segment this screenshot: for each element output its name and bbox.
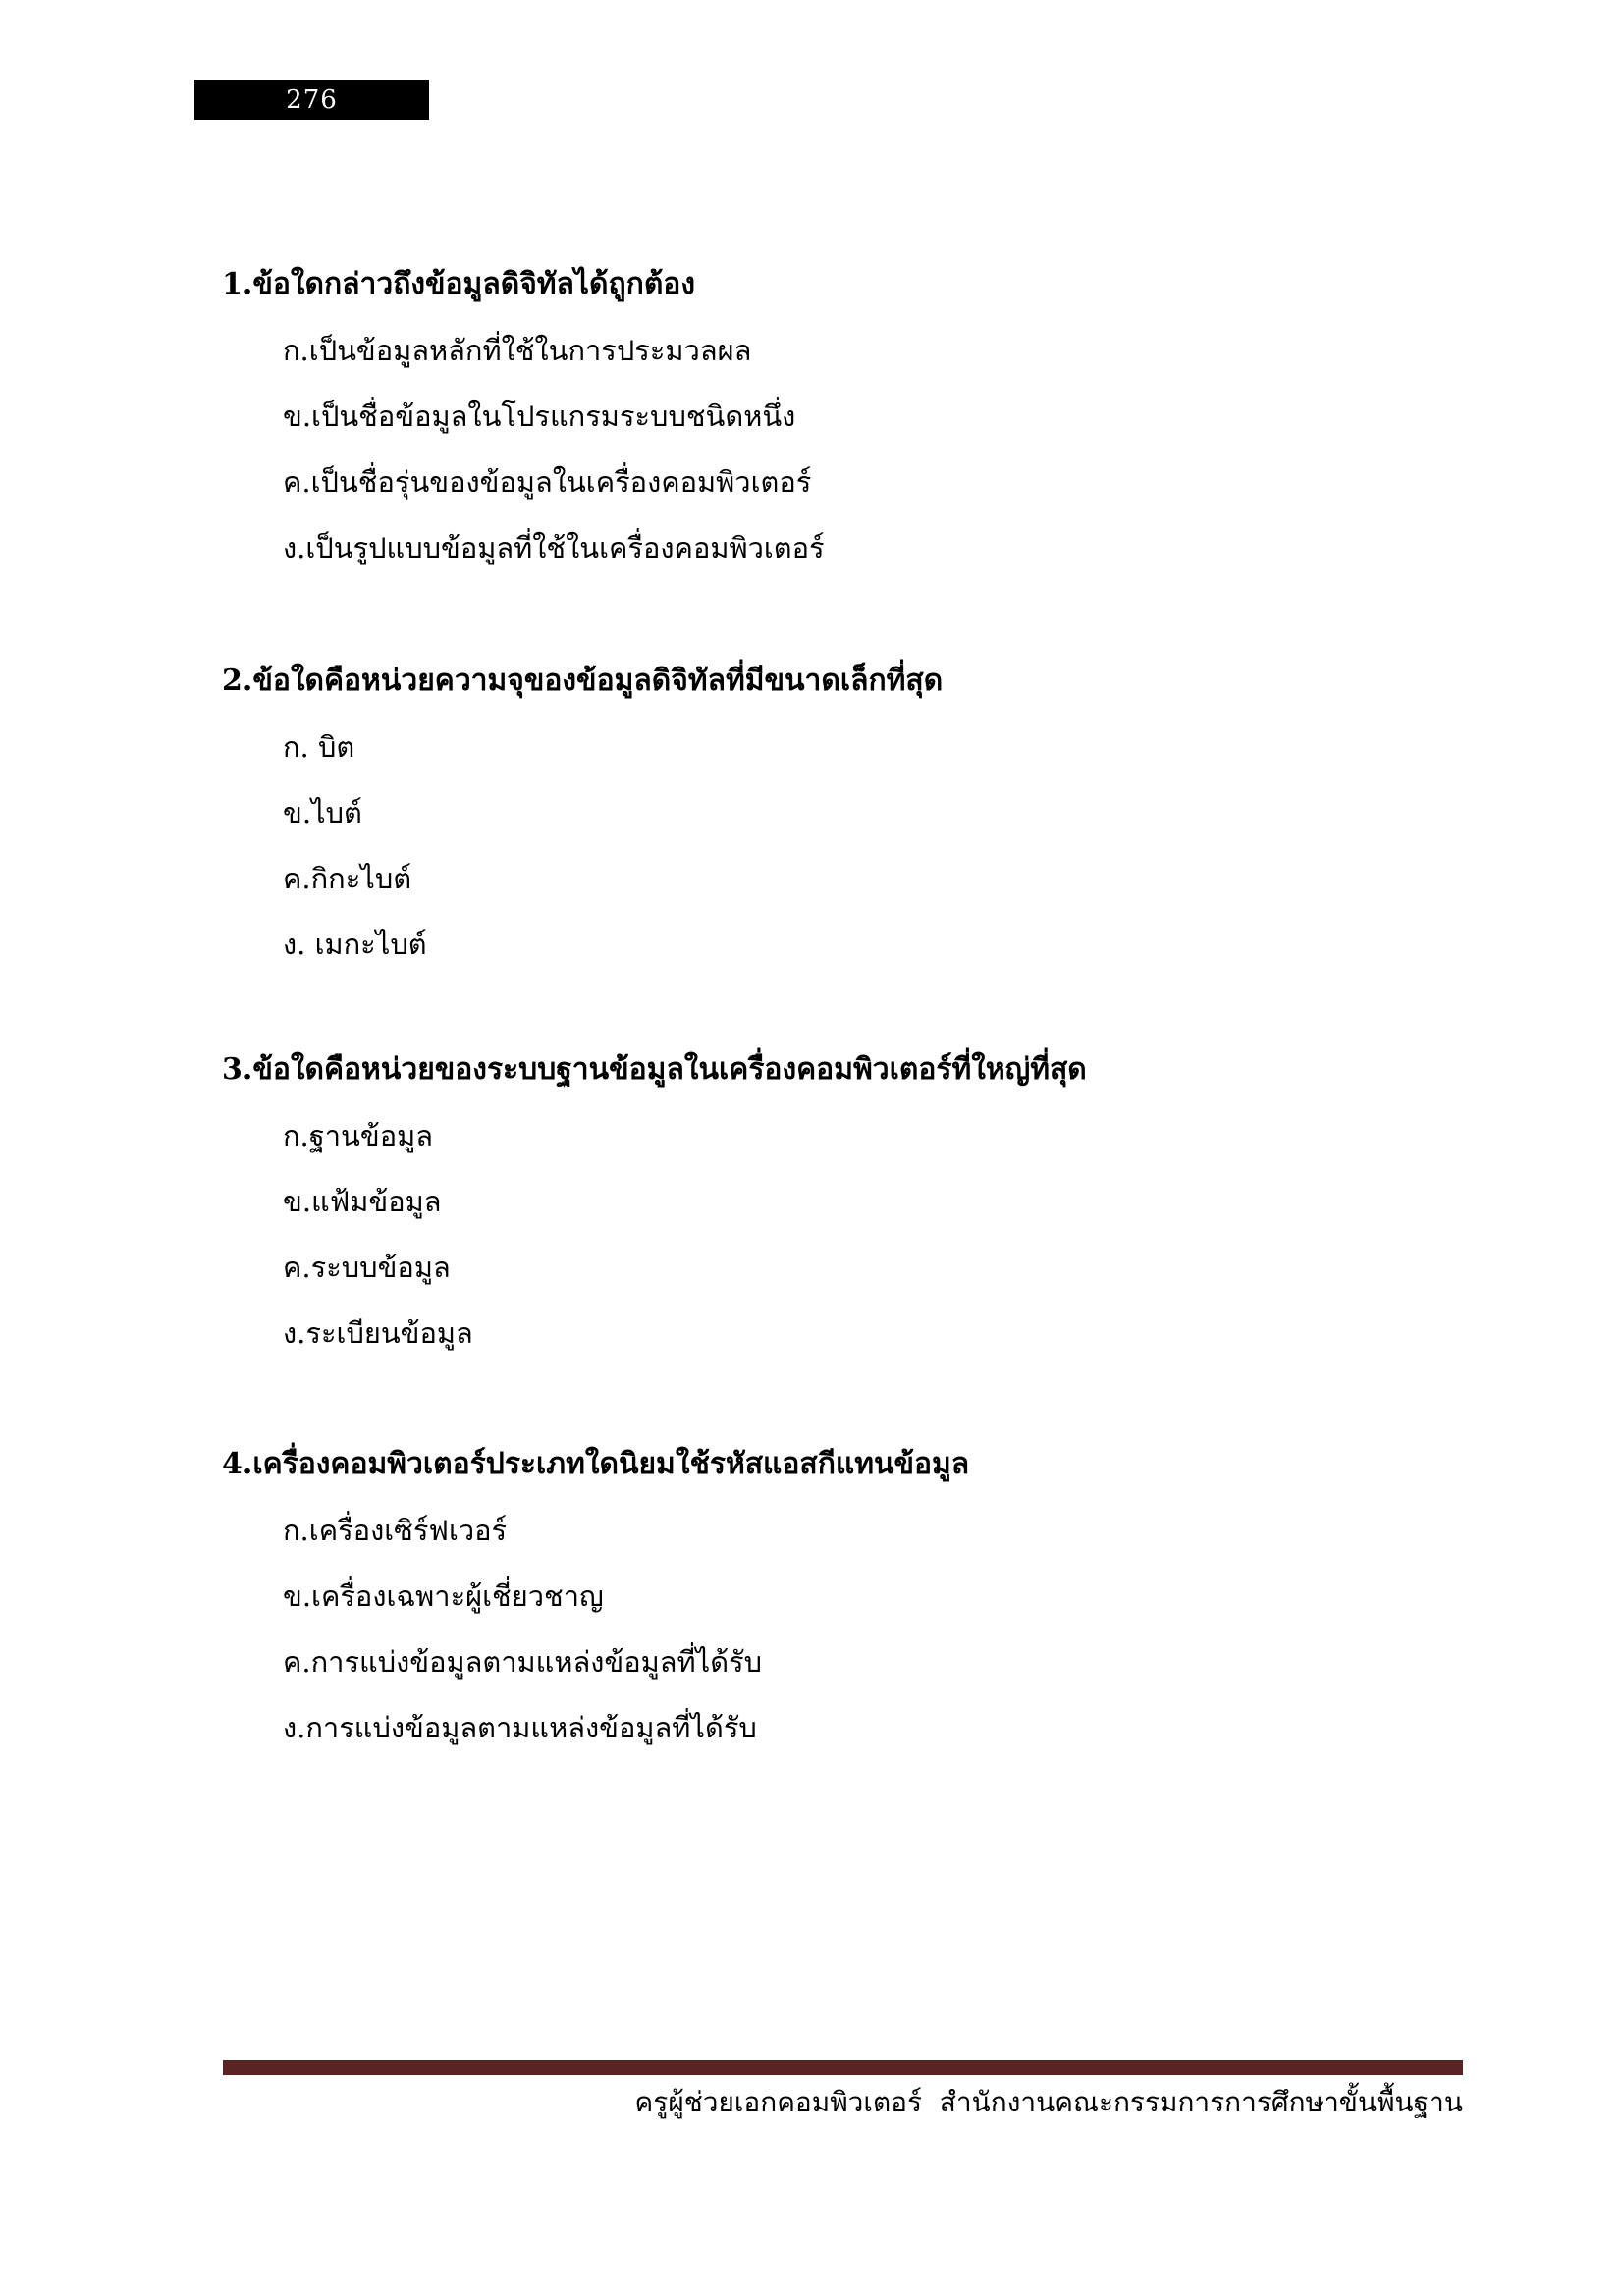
question-text: 2.ข้อใดคือหน่วยความจุของข้อมูลดิจิทัลที่มีขนาดเล็กที่สุด — [222, 664, 944, 698]
question-text: 1.ข้อใดกล่าวถึงข้อมูลดิจิทัลได้ถูกต้อง — [222, 267, 695, 301]
question-text: 4.เครื่องคอมพิวเตอร์ประเภทใดนิยมใช้รหัสแอสกีแทนข้อมูล — [222, 1447, 970, 1481]
option-text: ข.เครื่องเฉพาะผู้เชี่ยวชาญ — [283, 1579, 604, 1613]
option-text: ก.เครื่องเซิร์ฟเวอร์ — [283, 1514, 508, 1547]
question-text: 3.ข้อใดคือหน่วยของระบบฐานข้อมูลในเครื่องคอมพิวเตอร์ที่ใหญ่ที่สุด — [222, 1052, 1087, 1087]
option-text: ค.ระบบข้อมูล — [283, 1251, 451, 1284]
option-text: ง.การแบ่งข้อมูลตามแหล่งข้อมูลที่ได้รับ — [283, 1711, 757, 1744]
page-number: 276 — [286, 84, 338, 115]
option-text: ค.เป็นชื่อรุ่นของข้อมูลในเครื่องคอมพิวเตอร์ — [283, 465, 812, 499]
option-text: ข.เป็นชื่อข้อมูลในโปรแกรมระบบชนิดหนึ่ง — [283, 400, 796, 433]
footer-credit: ครูผู้ช่วยเอกคอมพิวเตอร์ สำนักงานคณะกรรมการการศึกษาขั้นพื้นฐาน — [634, 2086, 1463, 2118]
option-text: ค.การแบ่งข้อมูลตามแหล่งข้อมูลที่ได้รับ — [283, 1645, 763, 1679]
option-text: ข.แฟ้มข้อมูล — [283, 1185, 442, 1218]
option-text: ก. บิต — [283, 730, 355, 764]
option-text: ค.กิกะไบต์ — [283, 862, 412, 895]
page-number-badge — [194, 80, 429, 120]
question-block-4 — [222, 1445, 1479, 1774]
option-text: ก.ฐานข้อมูล — [283, 1119, 434, 1152]
option-text: ก.เป็นข้อมูลหลักที่ใช้ในการประมวลผล — [283, 334, 752, 367]
question-block-3 — [222, 1050, 1479, 1379]
question-block-1 — [222, 265, 1479, 594]
option-text: ง. เมกะไบต์ — [283, 928, 427, 961]
option-text: ง.ระเบียนข้อมูล — [283, 1316, 473, 1350]
question-block-2 — [222, 662, 1479, 990]
option-text: ข.ไบต์ — [283, 796, 362, 829]
footer-rule — [223, 2060, 1463, 2075]
option-text: ง.เป็นรูปแบบข้อมูลที่ใช้ในเครื่องคอมพิวเตอร์ — [283, 531, 825, 564]
